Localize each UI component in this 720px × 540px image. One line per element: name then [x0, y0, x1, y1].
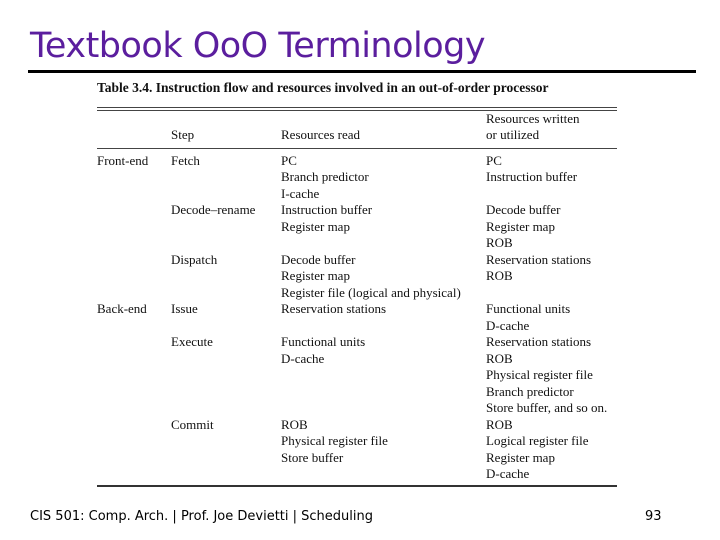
table-body — [97, 149, 617, 485]
written-item: ROB — [486, 235, 513, 250]
header-written-line: Resources written — [486, 110, 580, 126]
written-item: Logical register file — [486, 433, 589, 448]
read-item: D-cache — [281, 350, 325, 366]
read-item: I-cache — [281, 185, 320, 201]
written-item: Instruction buffer — [486, 169, 578, 184]
slide-footer: CIS 501: Comp. Arch. | Prof. Joe Devietti | Scheduling — [30, 509, 373, 524]
written-item: Reservation stations — [486, 334, 592, 349]
table-header-row — [97, 111, 617, 148]
header-step: Step — [171, 126, 195, 142]
written-item: Physical register file — [486, 367, 593, 382]
table-row — [97, 301, 617, 334]
row-step: Decode–rename — [171, 202, 256, 217]
row-read — [281, 153, 486, 203]
read-item: Branch predictor — [281, 169, 369, 184]
row-category — [97, 252, 171, 302]
table-top-rule — [97, 107, 617, 108]
written-item: Decode buffer — [486, 202, 561, 217]
table-row — [97, 153, 617, 203]
header-resources-read: Resources read — [281, 126, 361, 142]
row-category: Back-end — [97, 301, 147, 316]
read-item: Register file (logical and physical) — [281, 284, 461, 300]
written-item: PC — [486, 152, 502, 168]
row-written — [486, 334, 617, 417]
table-caption: Table 3.4. Instruction flow and resources involved in an out-of-order processor — [97, 80, 549, 95]
row-category — [97, 202, 171, 252]
row-read — [281, 417, 486, 483]
row-read — [281, 301, 486, 334]
row-step: Commit — [171, 416, 214, 432]
read-item: ROB — [281, 416, 308, 432]
written-item: Branch predictor — [486, 383, 574, 399]
written-item: Functional units — [486, 301, 571, 316]
written-item: ROB — [486, 416, 513, 432]
read-item: Instruction buffer — [281, 202, 373, 217]
header-written-line: or utilized — [486, 127, 540, 142]
written-item: D-cache — [486, 466, 530, 481]
row-read — [281, 252, 486, 302]
row-category — [97, 417, 171, 483]
written-item: ROB — [486, 268, 513, 283]
table-row — [97, 202, 617, 252]
row-step: Execute — [171, 334, 213, 349]
read-item: Register map — [281, 218, 350, 234]
row-written — [486, 417, 617, 483]
row-read — [281, 202, 486, 252]
written-item: Store buffer, and so on. — [486, 400, 608, 415]
page-number: 93 — [645, 509, 662, 524]
header-resources-written — [486, 111, 617, 144]
written-item: Register map — [486, 449, 555, 465]
header-category — [97, 127, 171, 144]
row-step: Dispatch — [171, 251, 218, 267]
read-item: Store buffer — [281, 449, 344, 465]
read-item: Physical register file — [281, 433, 388, 448]
table-bottom-rule — [97, 485, 617, 487]
written-item: Reservation stations — [486, 251, 592, 267]
row-category — [97, 334, 171, 417]
read-item: PC — [281, 152, 297, 168]
table-row — [97, 334, 617, 417]
row-written — [486, 301, 617, 334]
row-written — [486, 202, 617, 252]
read-item: Register map — [281, 268, 350, 283]
written-item: Register map — [486, 218, 555, 234]
scanned-table — [97, 80, 617, 487]
row-step: Issue — [171, 301, 198, 316]
read-item: Decode buffer — [281, 251, 356, 267]
row-read — [281, 334, 486, 417]
table-row — [97, 417, 617, 483]
slide-title: Textbook OoO Terminology — [30, 26, 486, 66]
read-item: Functional units — [281, 334, 366, 349]
read-item: Reservation stations — [281, 301, 387, 316]
title-underline — [28, 70, 696, 73]
written-item: ROB — [486, 350, 513, 366]
written-item: D-cache — [486, 317, 530, 333]
row-written — [486, 153, 617, 203]
row-written — [486, 252, 617, 302]
row-step: Fetch — [171, 152, 200, 168]
row-category: Front-end — [97, 152, 149, 168]
table-row — [97, 252, 617, 302]
